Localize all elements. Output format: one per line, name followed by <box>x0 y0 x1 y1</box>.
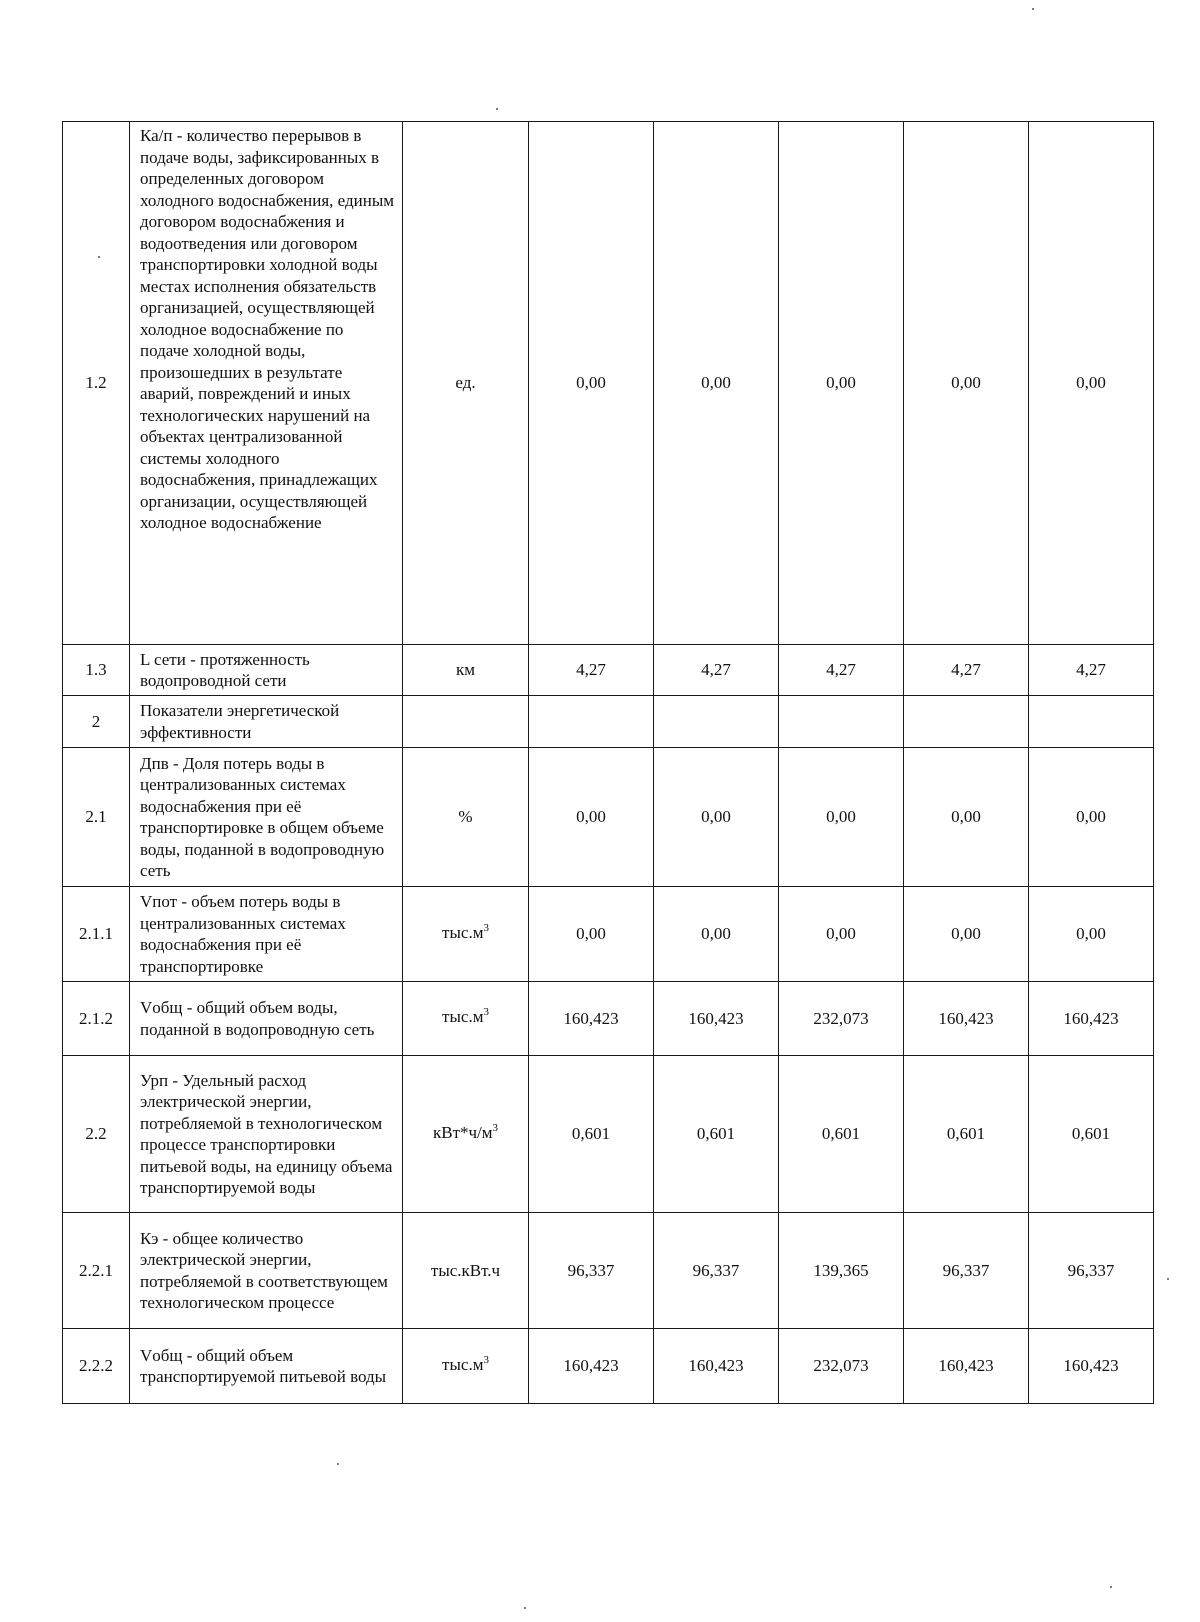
value-cell: 160,423 <box>1029 1329 1154 1404</box>
indicator-description: Vпот - объем потерь воды в централизованных системах водоснабжения при её транспортировке <box>130 887 403 982</box>
value-cell: 160,423 <box>654 1329 779 1404</box>
indicator-description: Урп - Удельный расход электрической энергии, потребляемой в технологическом процессе транспортировки питьевой воды, на единицу объема транспортируемой воды <box>130 1056 403 1213</box>
unit-text: кВт*ч/м <box>432 1122 493 1142</box>
table-row <box>63 982 1154 1056</box>
value-cell: 0,601 <box>1029 1056 1154 1213</box>
table-row <box>63 645 1154 696</box>
unit-text: тыс.м <box>442 1354 484 1374</box>
value-cell: 0,00 <box>904 887 1029 982</box>
row-number: 1.2 <box>63 122 130 645</box>
unit-superscript: 3 <box>483 1006 489 1019</box>
value-cell: 0,601 <box>904 1056 1029 1213</box>
value-cell: 0,00 <box>779 748 904 887</box>
table-row <box>63 1056 1154 1213</box>
unit-cell <box>403 1056 529 1213</box>
row-number: 1.3 <box>63 645 130 696</box>
unit-superscript: 3 <box>483 1353 489 1366</box>
unit-superscript: 3 <box>492 1121 499 1134</box>
value-cell: 0,00 <box>654 887 779 982</box>
row-number: 2.2.2 <box>63 1329 130 1404</box>
indicators-table <box>62 121 1154 1404</box>
value-cell: 0,00 <box>529 748 654 887</box>
scan-speck <box>1167 1278 1169 1280</box>
scan-speck <box>524 1607 526 1609</box>
row-number: 2.2.1 <box>63 1213 130 1329</box>
value-cell: 0,00 <box>654 748 779 887</box>
value-cell: 0,00 <box>779 887 904 982</box>
unit-cell <box>403 982 529 1056</box>
value-cell <box>654 696 779 748</box>
indicator-description: Дпв - Доля потерь воды в централизованных системах водоснабжения при её транспортировке в общем объеме воды, поданной в водопроводную сеть <box>130 748 403 887</box>
indicator-description: Ка/п - количество перерывов в подаче воды, зафиксированных в определенных договором холодного водоснабжения, единым договором водоснабжения и водоотведения или договором транспортировки холодной воды местах исполнения обязательств организацией, осуществляющей холодное водоснабжение по подаче холодной воды, произошедших в результате аварий, повреждений и иных технологических нарушений на объектах централизованной системы холодного водоснабжения, принадлежащих организации, осуществляющей холодное водоснабжение <box>130 122 403 645</box>
unit-cell: ед. <box>403 122 529 645</box>
value-cell: 0,00 <box>1029 887 1154 982</box>
value-cell: 0,00 <box>654 122 779 645</box>
unit-cell: км <box>403 645 529 696</box>
row-number: 2.1.1 <box>63 887 130 982</box>
value-cell: 0,601 <box>779 1056 904 1213</box>
value-cell: 96,337 <box>904 1213 1029 1329</box>
unit-cell: тыс.кВт.ч <box>403 1213 529 1329</box>
unit-cell <box>403 696 529 748</box>
value-cell: 0,00 <box>779 122 904 645</box>
value-cell: 139,365 <box>779 1213 904 1329</box>
value-cell: 96,337 <box>529 1213 654 1329</box>
value-cell: 4,27 <box>904 645 1029 696</box>
row-number: 2.2 <box>63 1056 130 1213</box>
unit-cell <box>403 1329 529 1404</box>
scan-speck <box>1032 8 1034 10</box>
value-cell: 96,337 <box>654 1213 779 1329</box>
scan-speck <box>98 256 100 258</box>
table-row <box>63 696 1154 748</box>
row-number: 2 <box>63 696 130 748</box>
unit-text: тыс.м <box>442 1007 484 1027</box>
value-cell <box>779 696 904 748</box>
table-row <box>63 1213 1154 1329</box>
value-cell: 0,601 <box>529 1056 654 1213</box>
value-cell: 232,073 <box>779 1329 904 1404</box>
value-cell: 0,00 <box>904 748 1029 887</box>
table-row <box>63 748 1154 887</box>
value-cell: 232,073 <box>779 982 904 1056</box>
value-cell: 0,601 <box>654 1056 779 1213</box>
value-cell: 0,00 <box>1029 122 1154 645</box>
scan-speck <box>1110 1586 1112 1588</box>
value-cell: 160,423 <box>904 982 1029 1056</box>
indicator-description: Кэ - общее количество электрической энергии, потребляемой в соответствующем технологическом процессе <box>130 1213 403 1329</box>
value-cell <box>1029 696 1154 748</box>
unit-superscript: 3 <box>483 921 489 934</box>
scan-speck <box>337 1463 339 1465</box>
value-cell: 160,423 <box>529 982 654 1056</box>
value-cell: 0,00 <box>529 887 654 982</box>
value-cell: 4,27 <box>529 645 654 696</box>
unit-cell <box>403 887 529 982</box>
row-number: 2.1 <box>63 748 130 887</box>
table-row <box>63 887 1154 982</box>
indicator-description: L сети - протяженность водопроводной сети <box>130 645 403 696</box>
table-row <box>63 1329 1154 1404</box>
value-cell: 96,337 <box>1029 1213 1154 1329</box>
unit-cell: % <box>403 748 529 887</box>
indicator-description: Vобщ - общий объем транспортируемой питьевой воды <box>130 1329 403 1404</box>
indicator-description: Vобщ - общий объем воды, поданной в водопроводную сеть <box>130 982 403 1056</box>
indicator-description: Показатели энергетической эффективности <box>130 696 403 748</box>
value-cell: 160,423 <box>904 1329 1029 1404</box>
value-cell <box>529 696 654 748</box>
value-cell: 4,27 <box>654 645 779 696</box>
row-number: 2.1.2 <box>63 982 130 1056</box>
scan-speck <box>496 108 498 110</box>
value-cell: 160,423 <box>1029 982 1154 1056</box>
value-cell: 0,00 <box>529 122 654 645</box>
value-cell: 0,00 <box>1029 748 1154 887</box>
value-cell <box>904 696 1029 748</box>
unit-text: тыс.м <box>442 922 484 942</box>
value-cell: 4,27 <box>1029 645 1154 696</box>
value-cell: 160,423 <box>529 1329 654 1404</box>
value-cell: 4,27 <box>779 645 904 696</box>
value-cell: 160,423 <box>654 982 779 1056</box>
table-row <box>63 122 1154 645</box>
value-cell: 0,00 <box>904 122 1029 645</box>
